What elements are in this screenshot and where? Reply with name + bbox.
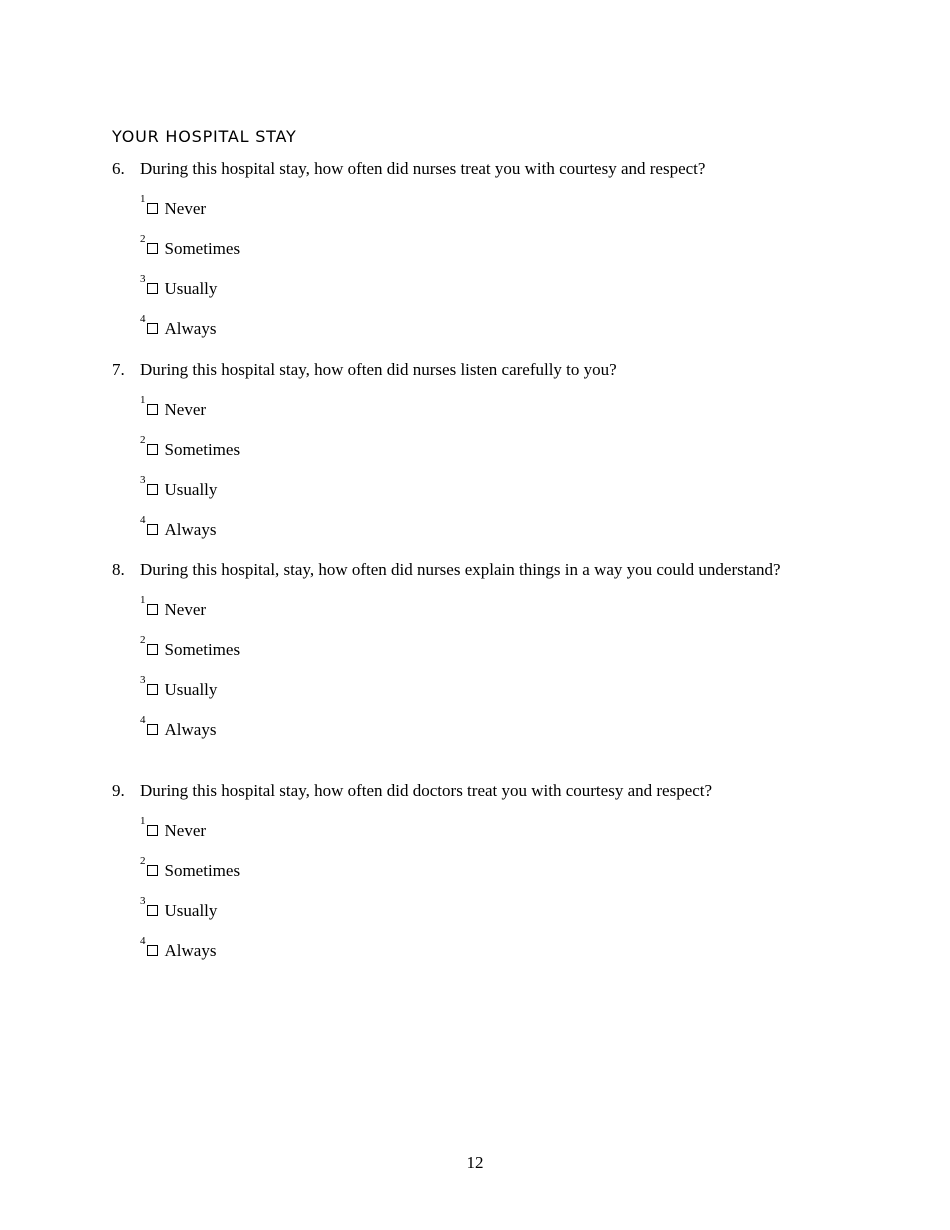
checkbox[interactable] <box>147 404 158 415</box>
option-code: 2 <box>140 434 146 446</box>
option-never[interactable] <box>140 801 792 841</box>
option-usually[interactable] <box>140 460 792 500</box>
answer-options <box>112 801 792 961</box>
question-row <box>112 359 792 380</box>
option-code: 3 <box>140 895 146 907</box>
question-text: During this hospital stay, how often did doctors treat you with courtesy and respect? <box>140 781 713 800</box>
option-code: 2 <box>140 855 146 867</box>
option-label: Usually <box>164 279 218 298</box>
option-label: Sometimes <box>164 440 241 459</box>
option-label: Always <box>164 319 217 338</box>
option-never[interactable] <box>140 580 792 620</box>
question-number: 7. <box>112 360 125 379</box>
checkbox[interactable] <box>147 484 158 495</box>
option-sometimes[interactable] <box>140 420 792 460</box>
checkbox[interactable] <box>147 283 158 294</box>
question-text: During this hospital stay, how often did nurses treat you with courtesy and respect? <box>140 159 706 178</box>
question-number: 8. <box>112 560 125 579</box>
option-sometimes[interactable] <box>140 841 792 881</box>
option-code: 3 <box>140 273 146 285</box>
question-8 <box>112 559 792 740</box>
option-always[interactable] <box>140 500 792 540</box>
option-code: 4 <box>140 313 146 325</box>
checkbox[interactable] <box>147 524 158 535</box>
page-number: 12 <box>466 1153 484 1172</box>
section-heading: YOUR HOSPITAL STAY <box>112 127 297 146</box>
question-row <box>112 158 792 179</box>
option-label: Sometimes <box>164 239 241 258</box>
option-code: 4 <box>140 714 146 726</box>
option-usually[interactable] <box>140 259 792 299</box>
option-label: Never <box>164 821 207 840</box>
option-never[interactable] <box>140 179 792 219</box>
option-label: Always <box>164 941 217 960</box>
option-usually[interactable] <box>140 881 792 921</box>
option-code: 3 <box>140 474 146 486</box>
option-code: 1 <box>140 193 146 205</box>
option-code: 1 <box>140 594 146 606</box>
answer-options <box>112 580 792 740</box>
option-usually[interactable] <box>140 660 792 700</box>
option-sometimes[interactable] <box>140 620 792 660</box>
answer-options <box>112 380 792 540</box>
option-always[interactable] <box>140 299 792 339</box>
checkbox[interactable] <box>147 243 158 254</box>
checkbox[interactable] <box>147 323 158 334</box>
checkbox[interactable] <box>147 945 158 956</box>
question-text: During this hospital, stay, how often did nurses explain things in a way you could understand? <box>140 560 781 579</box>
option-label: Usually <box>164 480 218 499</box>
question-text: During this hospital stay, how often did nurses listen carefully to you? <box>140 360 617 379</box>
option-label: Sometimes <box>164 861 241 880</box>
option-label: Always <box>164 720 217 739</box>
option-never[interactable] <box>140 380 792 420</box>
option-label: Sometimes <box>164 640 241 659</box>
question-row <box>112 559 792 580</box>
question-number: 9. <box>112 781 125 800</box>
answer-options <box>112 179 792 339</box>
checkbox[interactable] <box>147 644 158 655</box>
option-always[interactable] <box>140 921 792 961</box>
checkbox[interactable] <box>147 684 158 695</box>
option-code: 4 <box>140 514 146 526</box>
checkbox[interactable] <box>147 905 158 916</box>
question-7 <box>112 359 792 540</box>
option-label: Never <box>164 199 207 218</box>
option-always[interactable] <box>140 700 792 740</box>
option-label: Usually <box>164 680 218 699</box>
option-code: 1 <box>140 394 146 406</box>
option-label: Never <box>164 400 207 419</box>
question-number: 6. <box>112 159 125 178</box>
checkbox[interactable] <box>147 604 158 615</box>
checkbox[interactable] <box>147 203 158 214</box>
checkbox[interactable] <box>147 444 158 455</box>
option-label: Never <box>164 600 207 619</box>
option-label: Always <box>164 520 217 539</box>
option-code: 2 <box>140 634 146 646</box>
question-6 <box>112 158 792 339</box>
option-sometimes[interactable] <box>140 219 792 259</box>
option-code: 1 <box>140 815 146 827</box>
option-code: 2 <box>140 233 146 245</box>
question-9 <box>112 780 792 961</box>
checkbox[interactable] <box>147 825 158 836</box>
question-row <box>112 780 792 801</box>
option-label: Usually <box>164 901 218 920</box>
option-code: 4 <box>140 935 146 947</box>
checkbox[interactable] <box>147 865 158 876</box>
checkbox[interactable] <box>147 724 158 735</box>
option-code: 3 <box>140 674 146 686</box>
